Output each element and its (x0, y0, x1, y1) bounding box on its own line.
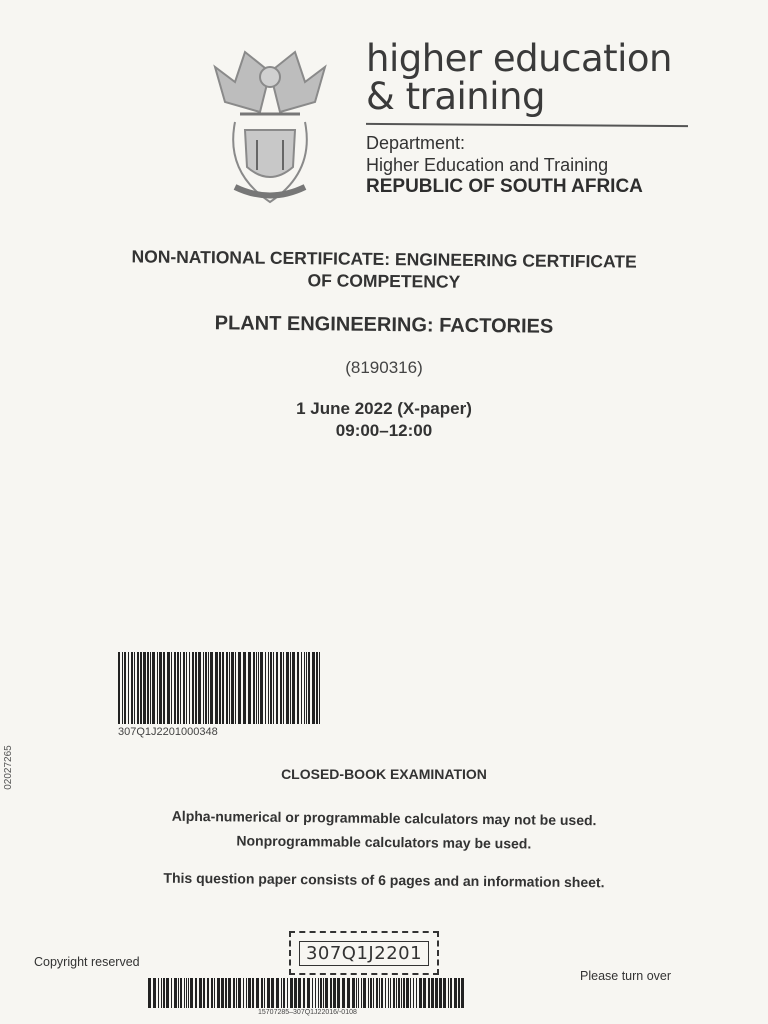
barcode-bar (454, 978, 457, 1008)
barcode-bar (376, 978, 378, 1008)
paper-stamp-number: 307Q1J2201 (299, 941, 429, 966)
barcode-bar (153, 978, 156, 1008)
barcode-bar (198, 652, 201, 724)
barcode-bar (215, 652, 218, 724)
barcode-bar (315, 978, 316, 1008)
barcode-bar (128, 652, 129, 724)
barcode-bar (118, 652, 120, 724)
side-code-number: 02027265 (2, 745, 14, 790)
copyright-notice: Copyright reserved (34, 955, 140, 969)
barcode-bar (276, 978, 279, 1008)
barcode-bar (281, 978, 282, 1008)
calculator-rule-2: Nonprogrammable calculators may be used. (236, 832, 532, 852)
barcode-bar (228, 978, 231, 1008)
barcode-bar (416, 978, 417, 1008)
barcode-bar (290, 652, 291, 724)
barcode-bar (385, 978, 386, 1008)
barcode-bar (159, 652, 162, 724)
barcode-bar (342, 978, 345, 1008)
barcode-bar (403, 978, 405, 1008)
barcode-bar (361, 978, 362, 1008)
barcode-bar (370, 978, 372, 1008)
certificate-title-line2: OF COMPETENCY (307, 270, 461, 292)
barcode-bar (180, 652, 181, 724)
paper-stamp (289, 931, 439, 975)
brand-divider (366, 123, 688, 127)
barcode-bar (256, 978, 259, 1008)
turn-over-note: Please turn over (580, 969, 672, 983)
barcode-bar (152, 652, 155, 724)
barcode-bar (233, 978, 235, 1008)
barcode-bar (273, 652, 274, 724)
barcode-bar (238, 652, 241, 724)
barcode-bar (217, 978, 220, 1008)
barcode-bar (171, 978, 172, 1008)
barcode-bar (267, 978, 270, 1008)
calculator-rule-1: Alpha-numerical or programmable calculators may not be used. (171, 807, 597, 829)
barcode-bar (184, 978, 185, 1008)
barcode-bar (287, 978, 288, 1008)
barcode-main (118, 652, 320, 724)
barcode-bar (283, 652, 284, 724)
barcode-bar (134, 652, 135, 724)
certificate-title (0, 244, 768, 296)
barcode-bar (161, 978, 162, 1008)
department-name: Higher Education and Training (366, 155, 609, 175)
barcode-footer-number: 15707285–307Q1J22016/-0108 (258, 1009, 357, 1016)
barcode-bar (298, 978, 301, 1008)
barcode-bar (307, 978, 310, 1008)
barcode-bar (246, 978, 247, 1008)
barcode-bar (308, 652, 310, 724)
barcode-bar (373, 978, 374, 1008)
barcode-bar (265, 652, 266, 724)
subject-title: PLANT ENGINEERING: FACTORIES (214, 312, 554, 338)
barcode-bar (358, 978, 359, 1008)
barcode-bar (330, 978, 332, 1008)
barcode-bar (448, 978, 449, 1008)
barcode-bar (236, 978, 237, 1008)
barcode-bar (323, 978, 324, 1008)
barcode-bar (148, 978, 151, 1008)
barcode-bar (352, 978, 355, 1008)
barcode-bar (271, 978, 274, 1008)
barcode-bar (461, 978, 464, 1008)
barcode-bar (261, 978, 263, 1008)
barcode-bar (423, 978, 426, 1008)
barcode-bar (398, 978, 400, 1008)
barcode-bar (264, 978, 265, 1008)
barcode-bar (260, 652, 263, 724)
barcode-bar (306, 652, 307, 724)
barcode-bar (347, 978, 350, 1008)
barcode-bar (280, 652, 282, 724)
barcode-bar (208, 652, 209, 724)
barcode-bar (188, 978, 189, 1008)
barcode-bar (325, 978, 328, 1008)
barcode-bar (163, 652, 165, 724)
barcode-bar (458, 978, 460, 1008)
barcode-bar (396, 978, 397, 1008)
barcode-bar (189, 652, 190, 724)
barcode-bar (390, 978, 391, 1008)
barcode-bar (316, 652, 318, 724)
barcode-bar (356, 978, 357, 1008)
exam-type: CLOSED-BOOK EXAMINATION (281, 766, 487, 782)
barcode-bar (294, 978, 297, 1008)
barcode-bar (286, 652, 289, 724)
barcode-bar (243, 652, 246, 724)
barcode-bar (147, 652, 149, 724)
exam-date-time (0, 398, 768, 442)
barcode-bar (211, 978, 213, 1008)
barcode-bar (150, 652, 151, 724)
exam-date: 1 June 2022 (X-paper) (296, 399, 472, 418)
barcode-bar (226, 652, 228, 724)
barcode-bar (388, 978, 389, 1008)
page-count-info: This question paper consists of 6 pages and an information sheet. (163, 869, 605, 891)
barcode-bar (258, 652, 259, 724)
barcode-bar (186, 652, 187, 724)
barcode-bar (319, 652, 320, 724)
barcode-bar (186, 978, 187, 1008)
barcode-bar (363, 978, 366, 1008)
barcode-bar (253, 652, 255, 724)
barcode-bar (368, 978, 369, 1008)
barcode-bar (219, 652, 221, 724)
barcode-bar (167, 652, 170, 724)
barcode-bar (124, 652, 126, 724)
barcode-bar (381, 978, 383, 1008)
barcode-bar (205, 652, 207, 724)
barcode-bar (140, 652, 142, 724)
barcode-bar (283, 978, 285, 1008)
barcode-bar (312, 652, 315, 724)
barcode-bar (143, 652, 146, 724)
barcode-footer (148, 978, 464, 1008)
certificate-title-line1: NON-NATIONAL CERTIFICATE: ENGINEERING CERTIFICATE (131, 246, 637, 272)
barcode-bar (192, 652, 194, 724)
subject-code: (8190316) (345, 358, 423, 377)
barcode-bar (137, 652, 139, 724)
barcode-bar (210, 652, 213, 724)
barcode-bar (292, 652, 295, 724)
barcode-bar (195, 652, 197, 724)
barcode-bar (180, 978, 182, 1008)
barcode-bar (199, 978, 202, 1008)
barcode-bar (183, 652, 185, 724)
barcode-bar (158, 978, 159, 1008)
barcode-bar (320, 978, 322, 1008)
barcode-bar (401, 978, 402, 1008)
barcode-bar (203, 652, 204, 724)
barcode-bar (406, 978, 409, 1008)
barcode-bar (290, 978, 293, 1008)
coat-of-arms-icon (205, 42, 335, 207)
barcode-bar (248, 652, 251, 724)
barcode-bar (177, 652, 179, 724)
brand-title-line1: higher education (366, 37, 672, 80)
barcode-bar (413, 978, 414, 1008)
barcode-bar (256, 652, 257, 724)
barcode-bar (439, 978, 442, 1008)
barcode-bar (221, 978, 224, 1008)
barcode-bar (231, 652, 234, 724)
barcode-bar (435, 978, 438, 1008)
barcode-bar (450, 978, 452, 1008)
barcode-bar (157, 652, 158, 724)
calculator-rules (0, 802, 768, 858)
barcode-bar (171, 652, 172, 724)
barcode-bar (207, 978, 209, 1008)
barcode-bar (379, 978, 380, 1008)
barcode-bar (166, 978, 169, 1008)
barcode-bar (243, 978, 244, 1008)
barcode-bar (190, 978, 193, 1008)
barcode-bar (248, 978, 251, 1008)
barcode-bar (131, 652, 133, 724)
barcode-bar (270, 652, 272, 724)
barcode-bar (333, 978, 336, 1008)
barcode-bar (235, 652, 236, 724)
barcode-bar (252, 978, 254, 1008)
barcode-bar (122, 652, 123, 724)
barcode-bar (419, 978, 422, 1008)
barcode-bar (312, 978, 313, 1008)
barcode-bar (318, 978, 319, 1008)
barcode-bar (222, 652, 224, 724)
country-name: REPUBLIC OF SOUTH AFRICA (366, 176, 643, 197)
barcode-bar (203, 978, 205, 1008)
barcode-bar (174, 978, 177, 1008)
barcode-bar (214, 978, 215, 1008)
barcode-bar (393, 978, 395, 1008)
department-branding (366, 37, 696, 198)
barcode-bar (443, 978, 446, 1008)
barcode-bar (238, 978, 241, 1008)
department-label: Department: (366, 133, 466, 153)
barcode-bar (225, 978, 227, 1008)
barcode-bar (195, 978, 197, 1008)
barcode-bar (410, 978, 411, 1008)
barcode-bar (178, 978, 179, 1008)
barcode-bar (304, 652, 305, 724)
barcode-bar (431, 978, 434, 1008)
barcode-bar (229, 652, 230, 724)
barcode-bar (303, 978, 305, 1008)
brand-title-line2: & training (366, 75, 545, 118)
barcode-bar (428, 978, 430, 1008)
barcode-bar (301, 652, 302, 724)
barcode-bar (276, 652, 278, 724)
exam-time: 09:00–12:00 (335, 421, 433, 440)
barcode-bar (268, 652, 269, 724)
barcode-bar (174, 652, 176, 724)
barcode-main-number: 307Q1J2201000348 (118, 726, 218, 738)
barcode-bar (163, 978, 165, 1008)
barcode-bar (297, 652, 299, 724)
barcode-bar (337, 978, 340, 1008)
